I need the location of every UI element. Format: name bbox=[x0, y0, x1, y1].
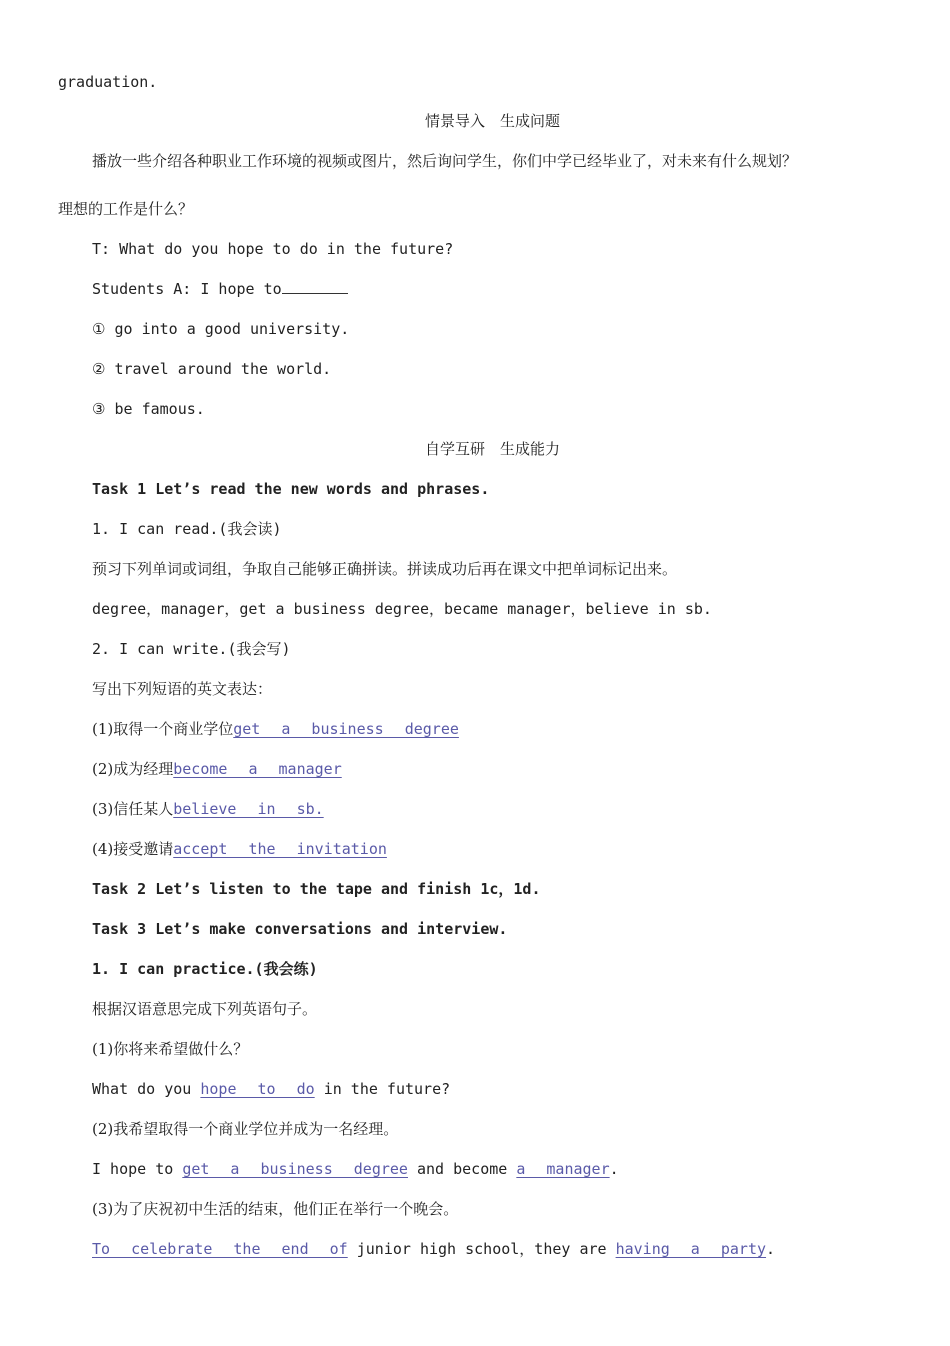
sentence-text: . bbox=[609, 1160, 619, 1178]
sentence-answer: having a party bbox=[615, 1240, 767, 1258]
option-item: ③ be famous. bbox=[92, 400, 205, 418]
sentence-answer: hope to do bbox=[200, 1080, 315, 1098]
sentence-text: in the future? bbox=[323, 1080, 451, 1098]
sentence-answer: get a business degree bbox=[182, 1160, 408, 1178]
phrase-prompt: (4)接受邀请 bbox=[92, 840, 174, 858]
text-fragment: graduation. bbox=[58, 73, 158, 91]
practice-subtitle: 1. I can practice.(我会练) bbox=[92, 960, 318, 978]
task1-title: Task 1 Let’s read the new words and phrases. bbox=[92, 480, 490, 498]
answer-blank bbox=[282, 279, 348, 294]
option-item: ② travel around the world. bbox=[92, 360, 332, 378]
question3-english bbox=[92, 1239, 775, 1259]
vocabulary-list: degree，manager，get a business degree，became manager，believe in sb. bbox=[92, 600, 712, 618]
question3-chinese: (3)为了庆祝初中生活的结束，他们正在举行一个晚会。 bbox=[92, 1200, 459, 1218]
practice-instruction: 根据汉语意思完成下列英语句子。 bbox=[92, 1000, 318, 1018]
sentence-text: and become bbox=[417, 1160, 508, 1178]
sentence-text: . bbox=[766, 1240, 776, 1258]
sentence-text: What do you bbox=[92, 1080, 192, 1098]
phrase-prompt: (3)信任某人 bbox=[92, 800, 174, 818]
student-answer-prefix: Students A: I hope to bbox=[92, 280, 282, 298]
phrase-item bbox=[92, 839, 387, 859]
question1-chinese: (1)你将来希望做什么？ bbox=[92, 1040, 249, 1058]
phrase-prompt: (2)成为经理 bbox=[92, 760, 174, 778]
option-item: ① go into a good university. bbox=[92, 320, 350, 338]
phrase-answer: accept the invitation bbox=[173, 840, 387, 858]
phrase-item bbox=[92, 799, 324, 819]
phrase-item bbox=[92, 759, 342, 779]
sentence-answer: a manager bbox=[516, 1160, 610, 1178]
sentence-text: junior high school，they are bbox=[356, 1240, 607, 1258]
task3-title: Task 3 Let’s make conversations and interview. bbox=[92, 920, 508, 938]
phrase-answer: become a manager bbox=[173, 760, 342, 778]
phrase-prompt: (1)取得一个商业学位 bbox=[92, 720, 234, 738]
sentence-text: I hope to bbox=[92, 1160, 174, 1178]
read-subtitle: 1. I can read.(我会读) bbox=[92, 520, 282, 538]
student-answer bbox=[92, 279, 348, 299]
section-heading-self-study: 自学互研 生成能力 bbox=[424, 440, 560, 458]
write-instruction: 写出下列短语的英文表达： bbox=[92, 680, 273, 698]
intro-paragraph-line2: 理想的工作是什么？ bbox=[58, 200, 194, 218]
task2-title: Task 2 Let’s listen to the tape and finish 1c，1d. bbox=[92, 880, 541, 898]
sentence-answer: To celebrate the end of bbox=[92, 1240, 348, 1258]
question1-english bbox=[92, 1079, 450, 1099]
phrase-answer: believe in sb. bbox=[173, 800, 324, 818]
question2-english bbox=[92, 1159, 619, 1179]
read-instruction: 预习下列单词或词组，争取自己能够正确拼读。拼读成功后再在课文中把单词标记出来。 bbox=[92, 560, 678, 578]
phrase-answer: get a business degree bbox=[233, 720, 459, 738]
question2-chinese: (2)我希望取得一个商业学位并成为一名经理。 bbox=[92, 1120, 399, 1138]
phrase-item bbox=[92, 719, 459, 739]
intro-paragraph-line1: 播放一些介绍各种职业工作环境的视频或图片，然后询问学生，你们中学已经毕业了，对未来有什么规划？ bbox=[92, 152, 798, 170]
section-heading-scenario: 情景导入 生成问题 bbox=[424, 112, 560, 130]
write-subtitle: 2. I can write.(我会写) bbox=[92, 640, 291, 658]
teacher-question: T: What do you hope to do in the future? bbox=[92, 240, 454, 258]
